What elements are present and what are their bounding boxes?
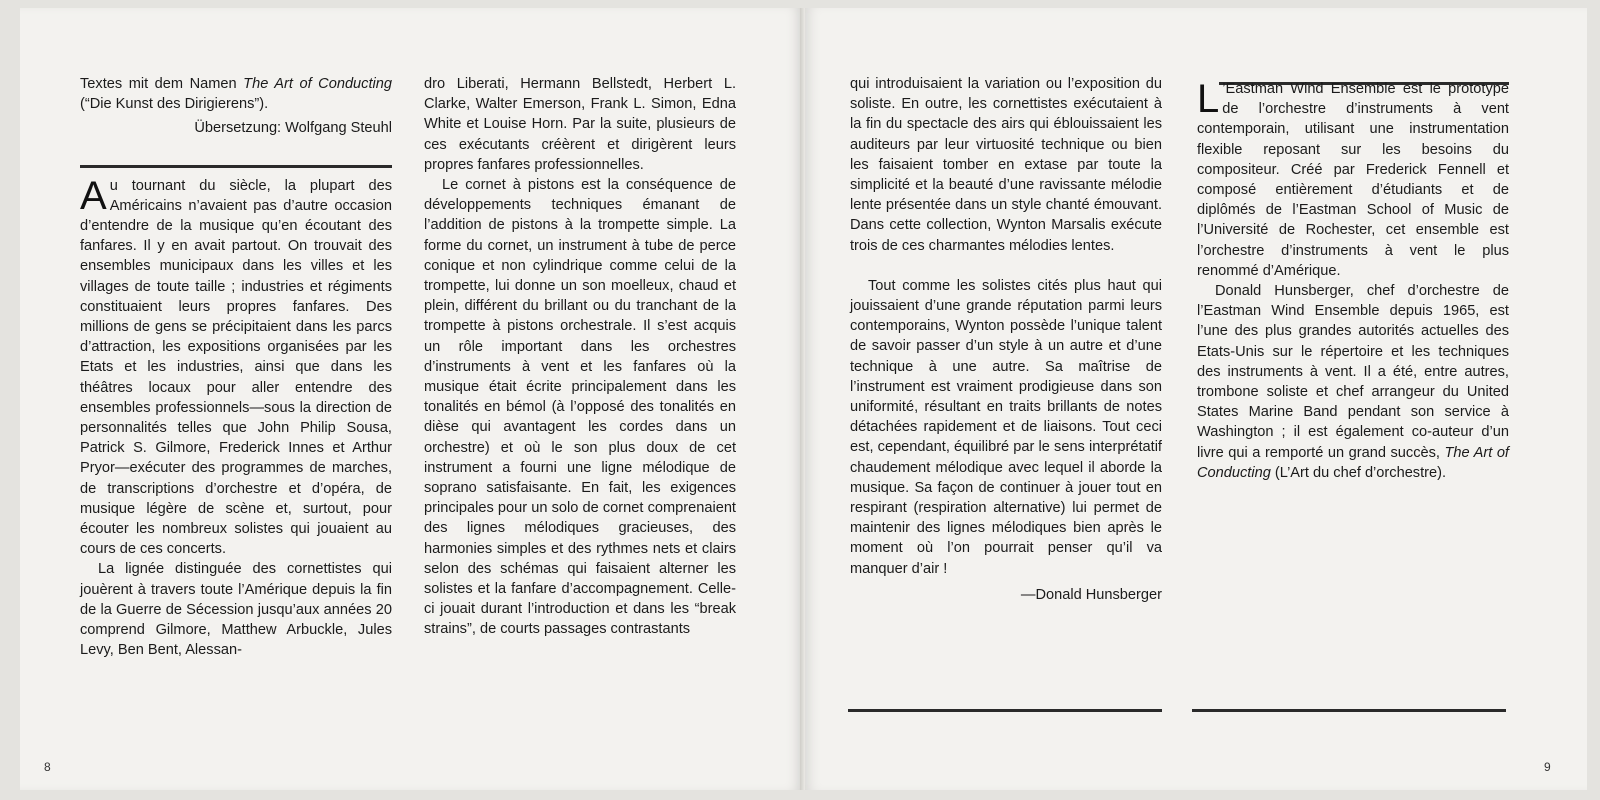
- paragraph-text: (L’Art du chef d’orchestre).: [1270, 464, 1447, 481]
- paragraph: [1197, 281, 1509, 483]
- left-column-1: [80, 74, 392, 660]
- signature: —Donald Hunsberger: [1020, 586, 1162, 603]
- german-intro-text: [80, 74, 392, 114]
- paragraph: dro Liberati, Hermann Bellstedt, Herbert L. Clarke, Walter Emerson, Frank L. Simon, Edna White et Louise Horn. Par la suite, plusieurs de ces exécutants créèrent et dirigèrent leurs propres fanfares professionnelles.: [424, 76, 736, 173]
- page-number-left: 8: [44, 760, 51, 774]
- drop-cap: L: [1197, 77, 1220, 121]
- paragraph: La lignée distinguée des cornettistes qui jouèrent à travers toute l’Amérique depuis la fin de la Guerre de Sécession jusqu’aux années 20 comprend Gilmore, Matthew Arbuckle, Jules Levy, Ben Bent, Alessan-: [80, 561, 392, 659]
- paragraph: [80, 173, 392, 560]
- paragraph: qui introduisaient la variation ou l’exposition du soliste. En outre, les cornettistes exécutaient à la fin du spectacle des airs qui éblouissaient les auditeurs par leur virtuosité technique ou bien les faisaient tomber en extase par toute la simplicité et la beauté d’une ravissante mélodie lente présentée dans un style chanté émouvant. Dans cette collection, Wynton Marsalis exécute trois de ces charmantes mélodies lentes.: [850, 76, 1162, 254]
- right-column-2: [1197, 74, 1509, 483]
- paragraph-text: ’Eastman Wind Ensemble est le prototype de l’orchestre d’instruments à vent contemporain, utilisant une instrumentation flexible reposant sur les besoins du compositeur. Créé par Frederick Fennell et composé entièrement d’étudiants et de diplômés de l’Eastman School of Music de l’Université de Rochester, cet ensemble est l’orchestre d’instruments à vent le plus renommé d’Amérique.: [1197, 81, 1509, 279]
- book-title: The Art of Conducting: [1197, 444, 1509, 481]
- paragraph: Tout comme les solistes cités plus haut qui jouissaient d’une grande réputation parmi leurs contemporains, Wynton possède l’unique talent de savoir passer d’un style à un autre et d’une technique à une autre. Sa maîtrise de l’instrument est vraiment prodigieuse dans son uniformité, résultant en traits brillants de notes détachées rapidement et de liaisons. Tout ceci est, cependant, équilibré par le sens interprétatif chaudement mélodique avec lequel il aborde la musique. Sa façon de continuer à jouer tout en respirant (respiration alternative) lui permet de maintenir des lignes mélodiques bien après le moment où l’on pourrait penser qu’il va manquer d’air !: [850, 277, 1162, 577]
- page-number-right: 9: [1544, 760, 1551, 774]
- left-column-2: [424, 74, 736, 640]
- column-end-rule: [1192, 709, 1506, 712]
- drop-cap: A: [80, 173, 107, 218]
- paragraph: Le cornet à pistons est la conséquence de développements techniques émanant de l’addition de pistons à la trompette simple. La forme du cornet, un instrument à tube de perce conique et non cylindrique comme celui de la trompette, lui donne un son moelleux, chaud et plein, différent du brillant ou du tranchant de la trompette à pistons orchestrale. Il s’est acquis un rôle important dans les orchestres d’instruments à vent et les fanfares où la musique était écrite principalement dans les tonalités en bémol (à l’opposé des tonalités en dièse qui avantagent les cordes dans un orchestre) et où le son plus doux de cet instrument a fourni une ligne mélodique de soprano satisfaisante. En fait, les exigences principales pour un solo de cornet comprenaient des lignes mélodiques gracieuses, des harmonies simples et des rythmes nets et clairs selon des schémas qui faisaient alterner les solistes et la fanfare d’accompagnement. Celle-ci jouait durant l’introduction et dans les “break strains”, de courts passages contrastants: [424, 177, 736, 638]
- intro-prefix: Textes mit dem Namen: [80, 76, 244, 92]
- column-end-rule: [848, 709, 1162, 712]
- paragraph-text: u tournant du siècle, la plupart des Américains n’avaient pas d’autre occasion d’entendre de la musique qu’en écoutant des fanfares. Il y en avait partout. On trouvait des ensembles municipaux dans les villes et les villages de toute taille ; industries et régiments constituaient leurs propres fanfares. Des millions de gens se précipitaient dans les parcs d’attraction, les expositions organisées par les Etats et les industries, ainsi que dans les théâtres locaux pour aller entendre des ensembles professionnels—sous la direction de personnalités telles que John Philip Sousa, Patrick S. Gilmore, Frederick Innes et Arthur Pryor—exécuter des programmes de marches, de transcriptions d’orchestre et d’opéra, de musique légère de scène et, surtout, pour écouter les nombreux solistes qui jouaient au cours de ces concerts.: [80, 177, 392, 558]
- translation-credit: Übersetzung: Wolfgang Steuhl: [194, 120, 392, 137]
- book-title: The Art of Conducting: [243, 76, 392, 92]
- paragraph-text: Donald Hunsberger, chef d’orchestre de l’Eastman Wind Ensemble depuis 1965, est l’une des plus grandes autorités actuelles des Etats-Unis sur le répertoire et les techniques des instruments à vent. Il a été, entre autres, trombone soliste et chef arrangeur du United States Marine Band pendant son service à Washington ; il est également co-auteur d’un livre qui a remporté un grand succès,: [1197, 283, 1509, 461]
- paragraph: [1197, 79, 1509, 281]
- right-column-1: [850, 74, 1162, 694]
- intro-suffix: (“Die Kunst des Dirigierens”).: [80, 96, 269, 113]
- section-rule: [80, 165, 392, 168]
